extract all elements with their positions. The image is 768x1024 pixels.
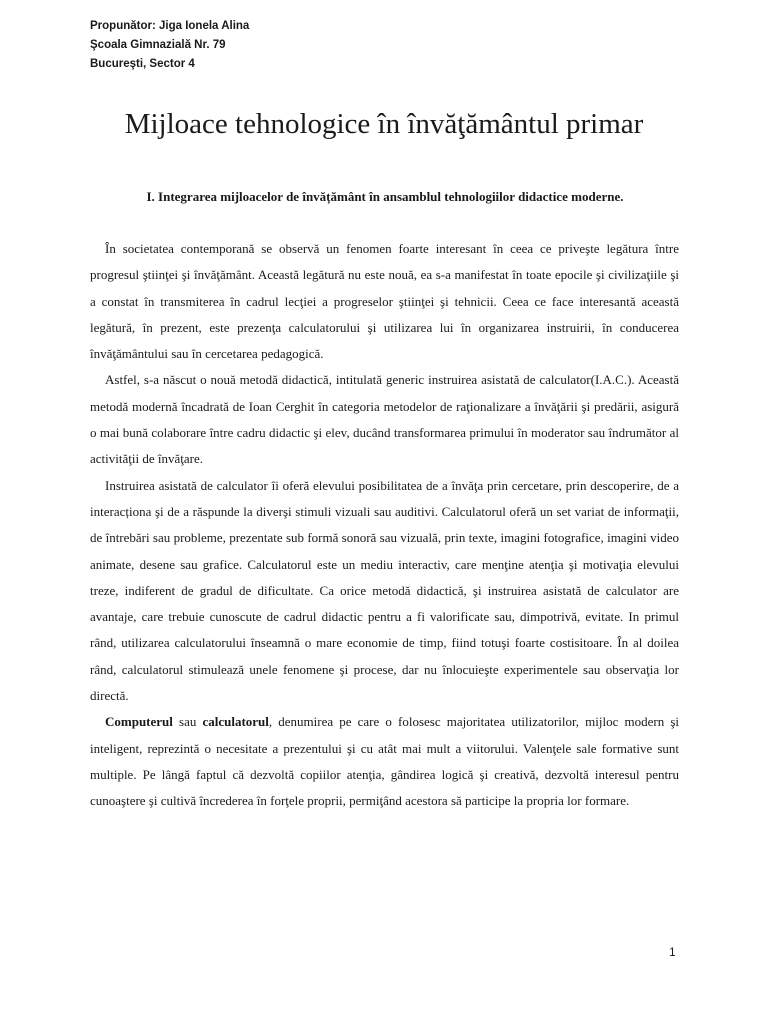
paragraph-1: În societatea contemporană se observă un fenomen foarte interesant în ceea ce priveşte legătura între progresul ştiinţei şi învăţământ. Această legătură nu este nouă, ea s-a manifestat în toate epocile şi civilizaţiile şi a constat în transmiterea în cadrul lecţiei a progreselor ştiinţei şi tehnicii. Ceea ce face interesantă această legătură, în prezent, este prezenţa calculatorului şi utilizarea lui în organizarea instruirii, în conducerea învăţământului sau în cercetarea pedagogică. xyxy=(90,241,679,362)
document-title: Mijloace tehnologice în învăţământul primar xyxy=(124,108,644,140)
page-number: 1 xyxy=(669,945,676,959)
paragraph-4 xyxy=(90,709,679,814)
paragraph-4-text-b: , denumirea pe care o folosesc majoritatea utilizatorilor, mijloc modern şi inteligent, reprezintă o necesitate a prezentului şi cu atât mai mult a viitorului. Valenţele sale formative sunt multiple. Pe lângă faptul că dezvoltă copiilor atenţia, gândirea logică şi creativă, dezvoltă interesul pentru cunoaştere şi cultivă încrederea în forţele proprii, permiţând acestora să participe la propria lor formare. xyxy=(90,714,679,809)
author-line: Propunător: Jiga Ionela Alina xyxy=(90,20,250,32)
term-calculatorul: calculatorul xyxy=(202,714,269,730)
paragraph-4-text-a: sau xyxy=(172,714,203,730)
location-line: Bucureşti, Sector 4 xyxy=(90,58,195,70)
author-header xyxy=(90,17,249,74)
paragraph-2: Astfel, s-a născut o nouă metodă didactică, intitulată generic instruirea asistată de calculator(I.A.C.). Această metodă modernă încadrată de Ioan Cerghit în categoria metodelor de raţionalizare a învăţării şi predării, asigură o mai bună colaborare între cadru didactic şi elev, ducând transformarea primului în moderator sau îndrumător al activităţii de învăţare. xyxy=(90,372,679,467)
term-computerul: Computerul xyxy=(105,714,173,730)
school-line: Şcoala Gimnazială Nr. 79 xyxy=(90,39,226,51)
document-body xyxy=(90,236,679,815)
section-heading: I. Integrarea mijloacelor de învățământ în ansamblul tehnologiilor didactice moderne. xyxy=(146,189,624,204)
paragraph-3: Instruirea asistată de calculator îi oferă elevului posibilitatea de a învăţa prin cercetare, prin descoperire, de a interacționa şi de a răspunde la diverşi stimuli vizuali sau auditivi. Calculatorul oferă un set variat de informaţii, de întrebări sau probleme, prezentate sub formă sonoră sau vizuală, prin texte, imagini fotografice, imagini video animate, desene sau grafice. Calculatorul este un mediu interactiv, care menţine atenţia şi motivaţia elevului treze, indiferent de gradul de dificultate. Ca orice metodă didactică, şi instruirea asistată de calculator are avantaje, care trebuie cunoscute de cadrul didactic pentru a fi valorificate sau, dimpotrivă, evitate. In primul rând, utilizarea calculatorului înseamnă o mare economie de timp, fiind totuşi foarte costisitoare. În al doilea rând, calculatorul stimulează unele fenomene şi procese, dar nu înlocuieşte experimentele sau observaţia lor directă. xyxy=(90,477,679,704)
